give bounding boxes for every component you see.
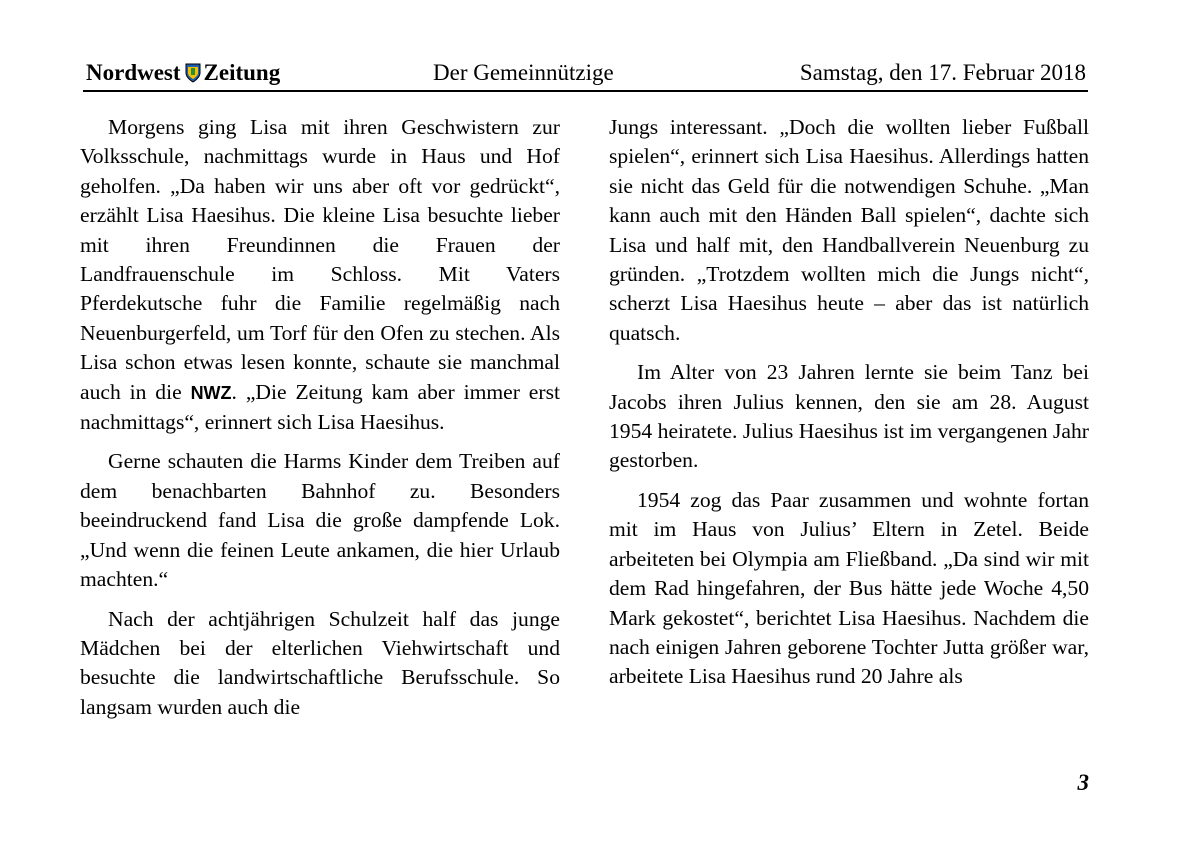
- nwz-brand: NWZ: [190, 382, 232, 403]
- right-column: [609, 113, 1089, 702]
- left-column: [80, 113, 560, 732]
- page-header: [83, 56, 1088, 92]
- paragraph: Nach der achtjährigen Schulzeit half das junge Mädchen bei der elterlichen Viehwirtschaft und besuchte die landwirtschaftliche Berufsschule. So langsam wurden auch die: [80, 606, 560, 719]
- newspaper-brand: [86, 60, 280, 89]
- paragraph-text: . „Die Zeitung kam aber immer erst nachmittags“, erinnert sich Lisa Haesihus.: [80, 379, 560, 435]
- brand-name-right: Zeitung: [203, 60, 281, 85]
- section-title: Der Gemeinnützige: [433, 60, 614, 85]
- issue-date: Samstag, den 17. Februar 2018: [799, 60, 1086, 85]
- paragraph: Gerne schauten die Harms Kinder dem Treiben auf dem benachbarten Bahnhof zu. Besonders beeindruckend fand Lisa die große dampfende Lok. „Und wenn die feinen Leute ankamen, die hier Urlaub machten.“: [80, 449, 560, 592]
- coat-of-arms-icon: [185, 63, 201, 89]
- paragraph: Jungs interessant. „Doch die wollten lieber Fußball spielen“, erinnert sich Lisa Haesihus. Allerdings hatten sie nicht das Geld für die notwendigen Schuhe. „Man kann auch mit den Händen Ball spielen“, dachte sich Lisa und half mit, den Handballverein Neuenburg zu gründen. „Trotzdem wollten mich die Jungs nicht“, scherzt Lisa Haesihus heute – aber das ist natürlich quatsch.: [609, 115, 1089, 345]
- paragraph: 1954 zog das Paar zusammen und wohnte fortan mit im Haus von Julius’ Eltern in Zetel. Beide arbeiteten bei Olympia am Fließband. „Da sind wir mit dem Rad hingefahren, der Bus hätte jede Woche 4,50 Mark gekostet“, berichtet Lisa Haesihus. Nachdem die nach einigen Jahren geborene Tochter Jutta größer war, arbeitete Lisa Haesihus rund 20 Jahre als: [609, 487, 1089, 689]
- paragraph: Im Alter von 23 Jahren lernte sie beim Tanz bei Jacobs ihren Julius kennen, den sie am 28. August 1954 heiratete. Julius Haesihus ist im vergangenen Jahr gestorben.: [609, 360, 1089, 473]
- brand-name-left: Nordwest: [86, 60, 181, 85]
- paragraph: [80, 113, 560, 437]
- paragraph-text: Morgens ging Lisa mit ihren Geschwistern zur Volksschule, nachmittags wurde in Haus und Hof geholfen. „Da haben wir uns aber oft vor gedrückt“, erzählt Lisa Haesihus. Die kleine Lisa besuchte lieber mit ihren Freundinnen die Frauen der Landfrauenschule im Schloss. Mit Vaters Pferdekutsche fuhr die Familie regelmäßig nach Neuenburgerfeld, um Torf für den Ofen zu stechen. Als Lisa schon etwas lesen konnte, schaute sie manchmal auch in die: [80, 115, 560, 404]
- page-number: 3: [1077, 770, 1089, 795]
